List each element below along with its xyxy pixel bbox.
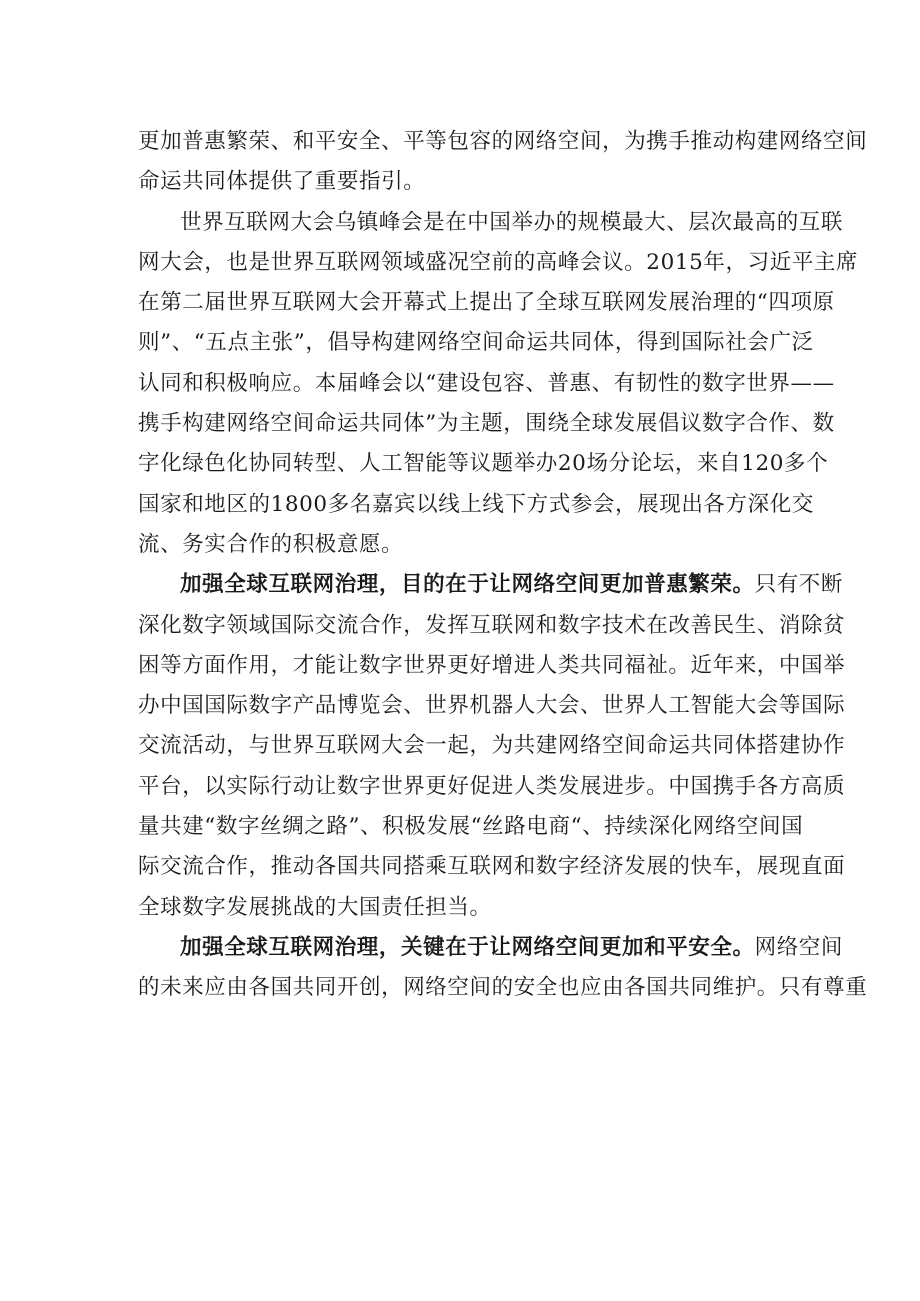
paragraph-line: 全球数字发展挑战的大国责任担当。 — [138, 894, 492, 920]
paragraph-line: 深化数字领域国际交流合作，发挥互联网和数字技术在改善民生、消除贫 — [138, 612, 846, 638]
paragraph-line: 命运共同体提供了重要指引。 — [138, 169, 426, 195]
paragraph-2 — [138, 203, 859, 566]
paragraph-line-tail: 只有不断 — [754, 572, 844, 598]
paragraph-line: 办中国国际数字产品博览会、世界机器人大会、世界人工智能大会等国际 — [138, 693, 846, 719]
paragraph-line: 则”、“五点主张”，倡导构建网络空间命运共同体，得到国际社会广泛 — [138, 330, 814, 356]
document-body — [138, 122, 868, 1009]
paragraph-4 — [138, 928, 868, 1009]
paragraph-line: 交流活动，与世界互联网大会一起，为共建网络空间命运共同体搭建协作 — [138, 733, 846, 759]
paragraph-line: 平台，以实际行动让数字世界更好促进人类发展进步。中国携手各方高质 — [138, 773, 846, 799]
paragraph-3 — [138, 565, 846, 928]
paragraph-line: 困等方面作用，才能让数字世界更好增进人类共同福祉。近年来，中国举 — [138, 652, 846, 678]
paragraph-line: 字化绿色化协同转型、人工智能等议题举办20场分论坛，来自120多个 — [138, 451, 829, 477]
paragraph-first-line — [138, 565, 844, 605]
paragraph-lead-sentence: 加强全球互联网治理，目的在于让网络空间更加普惠繁荣。 — [180, 572, 755, 598]
paragraph-first-line — [138, 928, 844, 968]
paragraph-line: 更加普惠繁荣、和平安全、平等包容的网络空间，为携手推动构建网络空间 — [138, 129, 868, 154]
paragraph-line: 国家和地区的1800多名嘉宾以线上线下方式参会，展现出各方深化交 — [138, 491, 814, 517]
paragraph-line: 际交流合作，推动各国共同搭乘互联网和数字经济发展的快车，展现直面 — [138, 854, 846, 880]
paragraph-line: 世界互联网大会乌镇峰会是在中国举办的规模最大、层次最高的互联 — [180, 209, 844, 235]
paragraph-line-tail: 网络空间 — [754, 934, 844, 960]
paragraph-line: 认同和积极响应。本届峰会以“建设包容、普惠、有韧性的数字世界—— — [138, 370, 835, 396]
paragraph-1 — [138, 122, 868, 203]
paragraph-line: 在第二届世界互联网大会开幕式上提出了全球互联网发展治理的“四项原 — [138, 290, 835, 316]
paragraph-line: 量共建“数字丝绸之路”、积极发展“丝路电商“、持续深化网络空间国 — [138, 814, 804, 840]
paragraph-line: 携手构建网络空间命运共同体”为主题，围绕全球发展倡议数字合作、数 — [138, 411, 835, 437]
paragraph-line: 的未来应由各国共同开创，网络空间的安全也应由各国共同维护。只有尊重 — [138, 975, 868, 1001]
paragraph-line: 网大会，也是世界互联网领域盛况空前的高峰会议。2015年，习近平主席 — [138, 249, 859, 275]
paragraph-lead-sentence: 加强全球互联网治理，关键在于让网络空间更加和平安全。 — [180, 934, 755, 960]
paragraph-line: 流、务实合作的积极意愿。 — [138, 531, 404, 557]
